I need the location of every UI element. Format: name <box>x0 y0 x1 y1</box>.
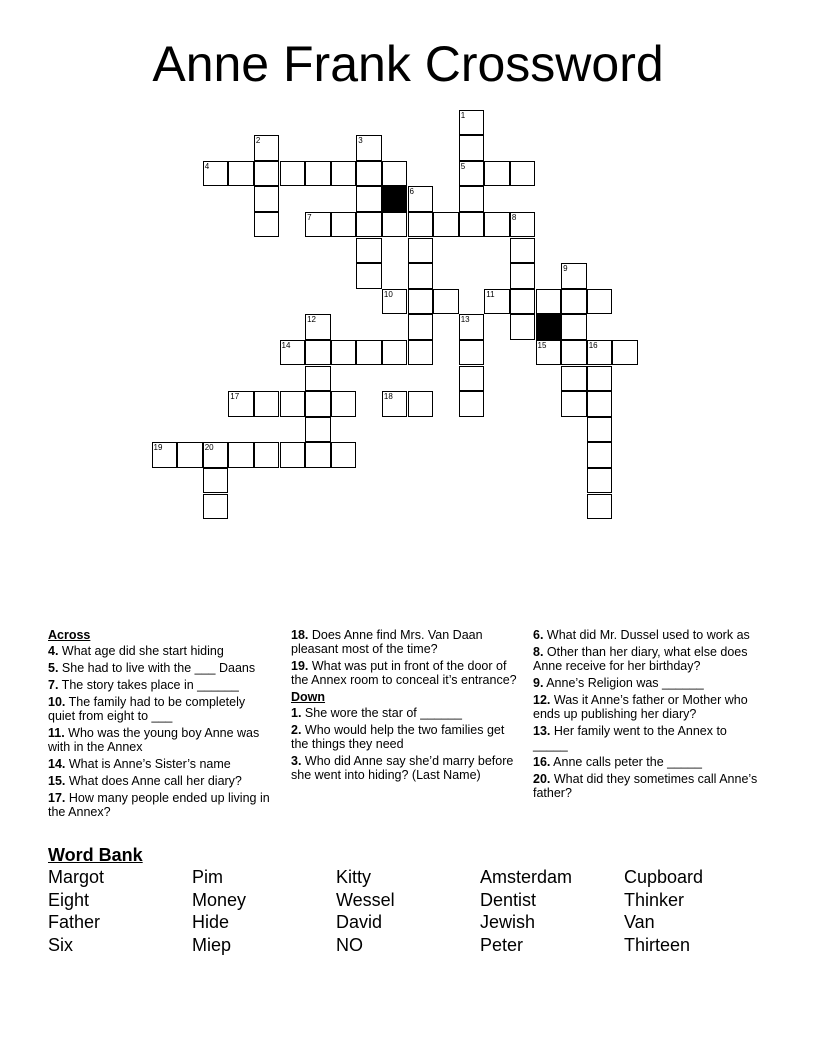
clue <box>533 676 761 690</box>
clue-text: Anne calls peter the _____ <box>550 755 702 769</box>
grid-cell[interactable] <box>510 161 536 187</box>
clue-text: The family had to be completely quiet from eight to ___ <box>48 695 246 723</box>
clue-text: What did Mr. Dussel used to work as <box>543 628 750 642</box>
black-square <box>382 186 408 212</box>
clue-number: 12. <box>533 693 551 707</box>
clue-number: 9. <box>533 676 544 690</box>
clue-number: 4. <box>48 644 59 658</box>
grid-cell[interactable] <box>331 340 357 366</box>
clue-text: The story takes place in ______ <box>58 678 239 692</box>
grid-cell[interactable] <box>459 186 485 212</box>
clue-number: 19. <box>291 659 309 673</box>
word-bank-word: Father <box>48 912 101 932</box>
grid-cell[interactable] <box>459 314 485 340</box>
grid-cell[interactable] <box>305 314 331 340</box>
grid-cell[interactable] <box>587 494 613 520</box>
clue <box>533 628 761 642</box>
grid-cell[interactable] <box>561 391 587 417</box>
clue-text: Anne’s Religion was ______ <box>543 676 704 690</box>
grid-cell[interactable] <box>356 212 382 238</box>
clue <box>48 661 274 675</box>
grid-cell[interactable] <box>382 340 408 366</box>
grid-cell[interactable] <box>177 442 203 468</box>
clue <box>48 726 274 754</box>
grid-cell[interactable] <box>305 212 331 238</box>
grid-cell[interactable] <box>459 135 485 161</box>
clue-text: Who did Anne say she’d marry before she went into hiding? (Last Name) <box>291 754 514 782</box>
grid-cell[interactable] <box>484 161 510 187</box>
word-bank-word: Peter <box>480 934 524 955</box>
clue-number: 1. <box>291 706 302 720</box>
word-bank-word: Pim <box>192 867 223 887</box>
clue-number: 7 <box>307 212 312 222</box>
grid-cell[interactable] <box>459 366 485 392</box>
grid-cell[interactable] <box>587 468 613 494</box>
clue-number: 9 <box>563 264 568 274</box>
clue <box>48 678 274 692</box>
grid-cell[interactable] <box>510 263 536 289</box>
clue-text: Was it Anne’s father or Mother who ends up publishing her diary? <box>533 693 748 721</box>
clue-text: She had to live with the ___ Daans <box>58 661 256 675</box>
grid-cell[interactable] <box>356 238 382 264</box>
grid-cell[interactable] <box>587 340 613 366</box>
clue-number: 6 <box>409 187 414 197</box>
grid-cell[interactable] <box>152 442 178 468</box>
grid-cell[interactable] <box>305 340 331 366</box>
grid-cell[interactable] <box>228 391 254 417</box>
clue-number: 14. <box>48 757 66 771</box>
clues-column-3 <box>533 628 761 803</box>
grid-cell[interactable] <box>305 161 331 187</box>
grid-cell[interactable] <box>510 289 536 315</box>
clue-number: 3 <box>358 136 363 146</box>
clue-number: 8. <box>533 645 544 659</box>
grid-cell[interactable] <box>536 340 562 366</box>
clue-number: 2 <box>255 136 261 146</box>
grid-cell[interactable] <box>254 186 280 212</box>
grid-cell[interactable] <box>280 340 306 366</box>
grid-cell[interactable] <box>382 161 408 187</box>
grid-cell[interactable] <box>459 391 485 417</box>
grid-cell[interactable] <box>510 314 536 340</box>
grid-cell[interactable] <box>305 417 331 443</box>
grid-cell[interactable] <box>382 289 408 315</box>
grid-cell[interactable] <box>305 391 331 417</box>
grid-cell[interactable] <box>510 238 536 264</box>
clue-number: 18 <box>383 392 393 402</box>
clue-number: 15 <box>537 340 547 350</box>
clue-number: 10 <box>383 289 393 299</box>
grid-cell[interactable] <box>459 212 485 238</box>
clue-number: 18. <box>291 628 309 642</box>
grid-cell[interactable] <box>408 391 434 417</box>
clue <box>291 706 519 720</box>
clue-text: Does Anne find Mrs. Van Daan pleasant most of the time? <box>291 628 483 656</box>
clue <box>48 695 274 723</box>
clue <box>291 754 519 782</box>
clue <box>533 755 761 769</box>
clue-text: Her family went to the Annex to _____ <box>533 724 727 752</box>
grid-cell[interactable] <box>484 289 510 315</box>
clue <box>533 645 761 673</box>
grid-cell[interactable] <box>587 417 613 443</box>
down-header: Down <box>291 690 326 704</box>
clue-text: How many people ended up living in the Annex? <box>48 791 270 819</box>
grid-cell[interactable] <box>612 340 638 366</box>
grid-cell[interactable] <box>203 468 229 494</box>
grid-cell[interactable] <box>561 340 587 366</box>
word-bank-word: Kitty <box>336 867 372 887</box>
clue-number: 20. <box>533 772 551 786</box>
clue <box>48 774 274 788</box>
clue-number: 11. <box>48 726 65 740</box>
clue-number: 13 <box>460 315 470 325</box>
grid-cell[interactable] <box>305 366 331 392</box>
grid-cell[interactable] <box>254 161 280 187</box>
clue <box>533 724 761 752</box>
clue-number: 13. <box>533 724 551 738</box>
word-bank-title: Word Bank <box>48 845 143 865</box>
clue-number: 1 <box>460 110 466 120</box>
word-bank-word: Wessel <box>336 889 395 910</box>
clue <box>48 757 274 771</box>
clue <box>48 644 274 658</box>
grid-cell[interactable] <box>356 186 382 212</box>
grid-cell[interactable] <box>459 161 485 187</box>
grid-cell[interactable] <box>280 442 306 468</box>
clues-column-2 <box>291 628 519 785</box>
grid-cell[interactable] <box>203 161 229 187</box>
word-bank <box>48 866 768 956</box>
word-bank-word: Cupboard <box>624 867 704 887</box>
clue-number: 6. <box>533 628 544 642</box>
grid-cell[interactable] <box>331 212 357 238</box>
grid-cell[interactable] <box>408 186 434 212</box>
clue-number: 17 <box>230 392 240 402</box>
grid-cell[interactable] <box>408 314 434 340</box>
clue-text: What does Anne call her diary? <box>65 774 242 788</box>
word-bank-word: Dentist <box>480 889 537 910</box>
clue-number: 2. <box>291 723 302 737</box>
down-clues-list-continued <box>533 628 761 800</box>
grid-cell[interactable] <box>382 391 408 417</box>
grid-cell[interactable] <box>356 161 382 187</box>
clue-number: 8 <box>511 212 517 222</box>
clue-number: 4 <box>204 161 210 171</box>
clue <box>533 693 761 721</box>
word-bank-word: Miep <box>192 934 232 955</box>
grid-cell[interactable] <box>459 110 485 136</box>
clue-number: 17. <box>48 791 66 805</box>
word-bank-word: Amsterdam <box>480 867 573 887</box>
grid-cell[interactable] <box>203 442 229 468</box>
word-bank-word: Jewish <box>480 912 536 932</box>
clue-number: 5. <box>48 661 59 675</box>
clue-number: 11 <box>486 289 495 299</box>
grid-cell[interactable] <box>408 238 434 264</box>
word-bank-word: Six <box>48 934 74 955</box>
grid-cell[interactable] <box>331 442 357 468</box>
grid-cell[interactable] <box>305 442 331 468</box>
word-bank-word: Hide <box>192 912 230 932</box>
word-bank-word: NO <box>336 934 363 955</box>
grid-cell[interactable] <box>228 442 254 468</box>
grid-cell[interactable] <box>228 161 254 187</box>
clue-text: Who would help the two families get the things they need <box>291 723 505 751</box>
clue-text: She wore the star of ______ <box>301 706 462 720</box>
grid-cell[interactable] <box>203 494 229 520</box>
grid-cell[interactable] <box>254 212 280 238</box>
grid-cell[interactable] <box>280 161 306 187</box>
word-bank-word: Margot <box>48 867 105 887</box>
clue-number: 3. <box>291 754 302 768</box>
clue-text: Who was the young boy Anne was with in the Annex <box>48 726 260 754</box>
grid-cell[interactable] <box>561 289 587 315</box>
clue-text: What age did she start hiding <box>58 644 224 658</box>
grid-cell[interactable] <box>536 289 562 315</box>
grid-cell[interactable] <box>459 340 485 366</box>
word-bank-word: Thirteen <box>624 934 691 955</box>
grid-cell[interactable] <box>331 391 357 417</box>
clue-text: What was put in front of the door of the Annex room to conceal it’s entrance? <box>291 659 517 687</box>
word-bank-word: Money <box>192 889 247 910</box>
word-bank-word: Thinker <box>624 889 685 910</box>
puzzle-title: Anne Frank Crossword <box>152 36 664 92</box>
grid-cell[interactable] <box>433 212 459 238</box>
clue-number: 16 <box>588 340 598 350</box>
clue-number: 10. <box>48 695 66 709</box>
down-clues-list <box>291 706 519 782</box>
grid-cell[interactable] <box>587 442 613 468</box>
clue <box>291 659 519 687</box>
grid-cell[interactable] <box>254 135 280 161</box>
clue-number: 19 <box>153 443 163 453</box>
grid-cell[interactable] <box>587 366 613 392</box>
grid-cell[interactable] <box>587 289 613 315</box>
clue-text: Other than her diary, what else does Anne receive for her birthday? <box>533 645 748 673</box>
grid-cell[interactable] <box>254 391 280 417</box>
grid-cell[interactable] <box>382 212 408 238</box>
clue <box>291 628 519 656</box>
grid-cell[interactable] <box>561 366 587 392</box>
grid-cell[interactable] <box>356 340 382 366</box>
grid-cell[interactable] <box>510 212 536 238</box>
across-clues-list-continued <box>291 628 519 687</box>
clue-number: 14 <box>281 340 291 350</box>
grid-cell[interactable] <box>561 314 587 340</box>
clue <box>533 772 761 800</box>
grid-cell[interactable] <box>484 212 510 238</box>
across-clues-list <box>48 644 274 819</box>
grid-cell[interactable] <box>408 263 434 289</box>
clue-text: What is Anne’s Sister’s name <box>65 757 231 771</box>
clue <box>48 791 274 819</box>
clue-number: 12 <box>307 315 316 325</box>
clue-text: What did they sometimes call Anne’s father? <box>533 772 758 800</box>
grid-cell[interactable] <box>331 161 357 187</box>
across-header: Across <box>48 628 91 642</box>
grid-cell[interactable] <box>356 263 382 289</box>
word-bank-word: David <box>336 912 383 932</box>
grid-cell[interactable] <box>356 135 382 161</box>
grid-cell[interactable] <box>433 289 459 315</box>
clue <box>291 723 519 751</box>
grid-cell[interactable] <box>254 442 280 468</box>
clue-number: 7. <box>48 678 59 692</box>
clue-number: 5 <box>460 161 466 171</box>
word-bank-word: Van <box>624 912 655 932</box>
clue-number: 16. <box>533 755 551 769</box>
word-bank-word: Eight <box>48 889 90 910</box>
clues-column-1 <box>48 628 274 822</box>
grid-cell[interactable] <box>587 391 613 417</box>
grid-cell[interactable] <box>280 391 306 417</box>
black-square <box>536 314 562 340</box>
clue-number: 15. <box>48 774 66 788</box>
clue-number: 20 <box>204 443 214 453</box>
grid-cell[interactable] <box>408 212 434 238</box>
grid-cell[interactable] <box>408 289 434 315</box>
grid-cell[interactable] <box>408 340 434 366</box>
grid-cell[interactable] <box>561 263 587 289</box>
